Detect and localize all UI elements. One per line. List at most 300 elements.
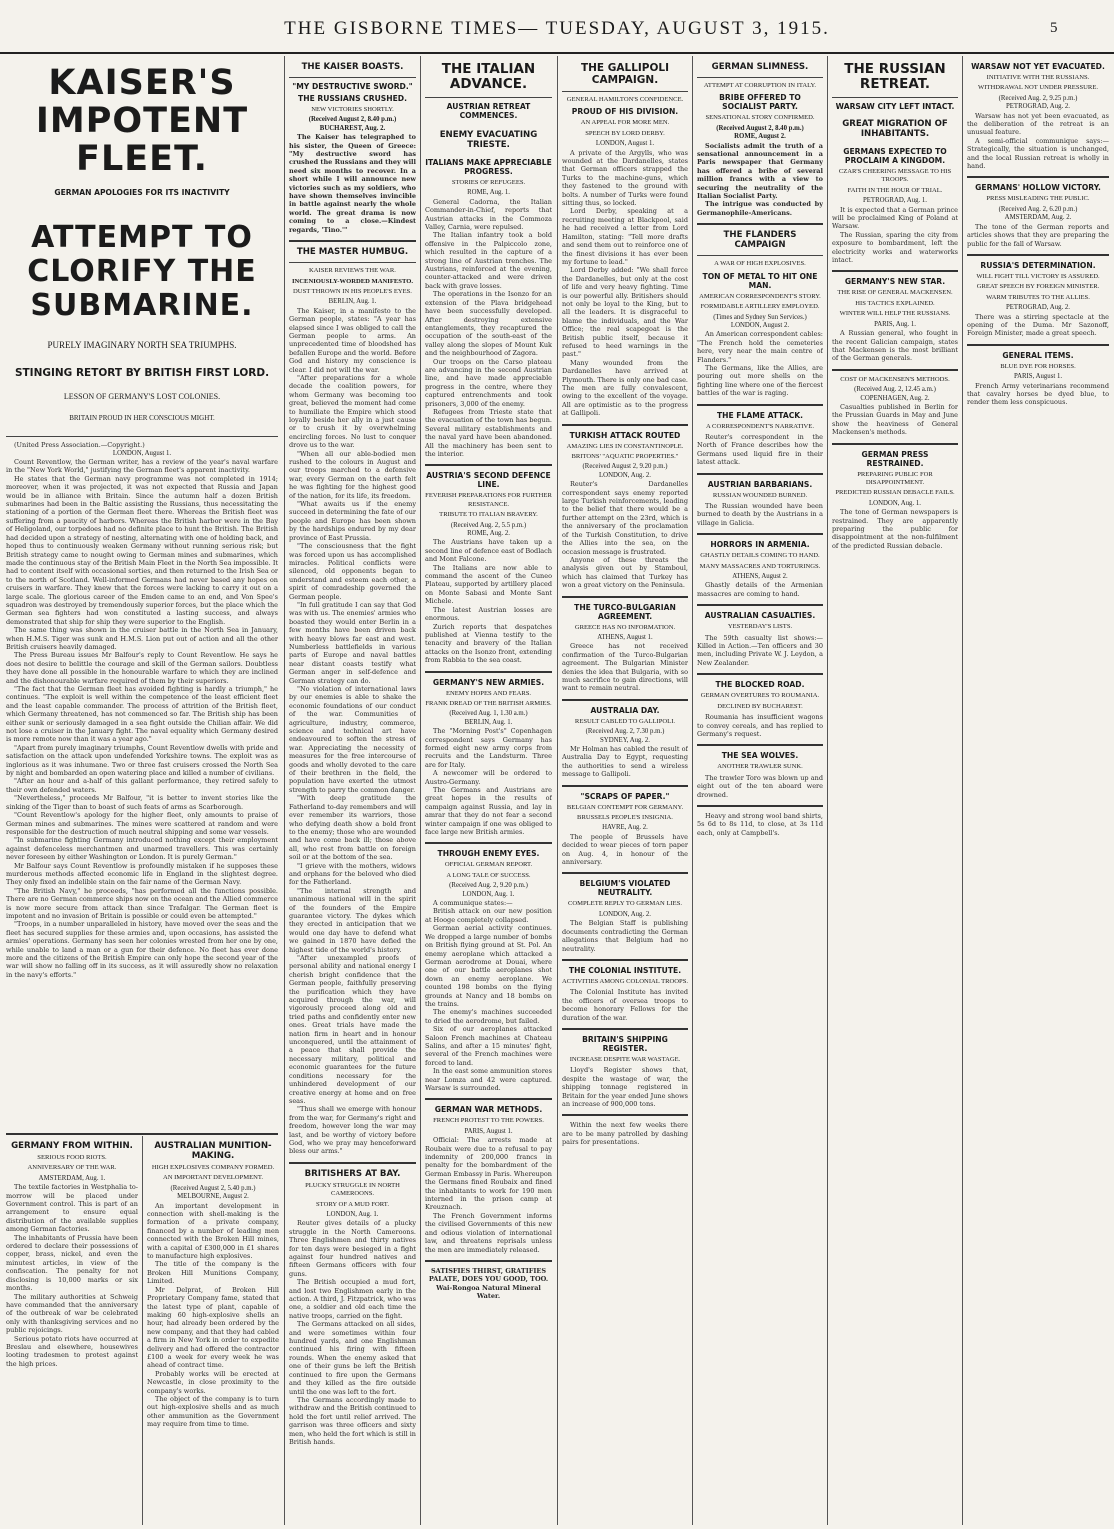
divider [832,97,958,98]
paragraph: Greece has not received confirmation of the Turco-Bulgarian agreement. The Bulgarian Minister denies the idea that Bulgaria, with so much sacrifice to gain directions, will want to remain neutral. [562,642,688,693]
paragraph: The Colonial Institute has invited the officers of oversea troops to become honorary Fellows for the duration of the war. [562,988,688,1022]
divider [697,604,823,606]
dateline: LONDON, Aug. 2. [599,910,651,918]
dateline: BERLIN, Aug. 1. [328,298,377,306]
paragraph: The title of the company is the Broken Hill Munitions Company, Limited. [147,1260,279,1286]
paragraph: The Italians are now able to command the ascent of the Cuneo Plateau, supported by artillery placed on Monte Sabasi and Monte Sant Michele. [425,563,552,606]
paragraph: "The British Navy," he proceeds, "has performed all the functions possible. There are no German commerce ships now on the ocean and the Allied commerce is now more secure from attack than since Trafalgar. The German fleet is impotent and no invasion of Britain is possible or could even be attempted." [6,886,278,920]
paragraph: The Germans, like the Allies, are pouring out more shells on the fighting line where one of the fiercest battles of the war is raging. [697,363,823,398]
subhead: A CORRESPONDENT'S NARRATIVE. [706,422,814,430]
headline: AUSTRALIAN CASUALTIES. [704,611,816,621]
subhead: PRESS MISLEADING THE PUBLIC. [986,195,1090,203]
paragraph: The same thing was shown in the cruiser battle in the North Sea in January, when H.M.S. Tiger was sunk and H.M.S. Lion put out of action and all the other British cruisers heavily damaged. [6,626,278,651]
headline: GERMANY FROM WITHIN. [11,1141,133,1151]
subhead: GENERAL HAMILTON'S CONFIDENCE. [566,96,684,103]
paragraph: The trawler Toro was blown up and eight out of the ten aboard were drowned. [697,773,823,799]
subhead: BRITONS' "AQUATIC PROPERTIES." [571,453,679,461]
headline: THE BLOCKED ROAD. [715,680,805,690]
paragraph: The Germans accordingly made to withdraw and the British continued to hold the fort until relief arrived. The garrison was three officers and sixty men, who held the fort which is still in British hands. [289,1395,416,1446]
column-3 [425,56,552,1525]
headline: GERMANY'S NEW ARMIES. [432,677,545,687]
headline: GERMAN SLIMNESS. [711,62,809,72]
paragraph: Zurich reports that despatches published at Vienna testify to the tenacity and bravery of the Italian attacks on the Isonzo front, extending from Rabbia to the sea coast. [425,622,552,665]
subhead: ENEMY HOPES AND FEARS. [445,689,532,697]
headline: THE RUSSIAN RETREAT. [844,61,946,92]
paragraph: A Russian general, who fought in the recent Galician campaign, states that Mackensen is the most brilliant of the German generals. [832,329,958,363]
headline-secondary: ATTEMPT TO CLORIFY THE SUBMARINE. [27,220,257,323]
paragraph: A communique states:— [433,899,513,908]
dateline: PETROGRAD, Aug. 2. [1005,103,1070,111]
subhead: PREPARING PUBLIC FOR DISAPPOINTMENT. [857,470,933,486]
subhead: STINGING RETORT BY BRITISH FIRST LORD. [14,367,270,380]
paragraph: The Belgian Staff is publishing documents contradicting the German allegations that Belgium had no neutrality. [562,919,688,953]
dateline: BERLIN, Aug. 1. [464,718,513,726]
paragraph: "I grieve with the mothers, widows and orphans for the beloved who died for the Fatherland. [289,861,416,887]
headline: AUSTRALIAN MUNITION-MAKING. [154,1141,272,1161]
column-6 [832,56,958,1525]
subhead: WARM TRIBUTES TO THE ALLIES. [986,293,1090,301]
credit-line: (Received Aug. 2, 7.30 p.m.) [585,728,665,736]
credit-line: (Received Aug. 2, 6.20 p.m.) [998,205,1078,213]
divider [289,240,416,242]
dateline: LONDON, August 1. [595,140,655,148]
paragraph: In the east some ammunition stores near Lomza and 42 were captured. Warsaw is surrounded. [425,1067,552,1092]
subhead: GERMAN APOLOGIES FOR ITS INACTIVITY [54,188,230,197]
paragraph: An American correspondent cables: "The French hold the cemeteries here, very near the main centre of Flanders." [697,330,823,364]
dateline: PARIS, Aug. 1. [874,320,916,328]
credit-line: (Received Aug. 2, 9.20 p.m.) [449,882,528,890]
newspaper-title: THE GISBORNE TIMES— TUESDAY, AUGUST 3, 1915. [284,18,830,39]
paragraph: Six of our aeroplanes attacked Saloon French machines at Chateau Salins, and after a 15 minutes' fight, several of the French machines were forced to land. [425,1025,552,1067]
subhead: "MY DESTRUCTIVE SWORD." [292,82,413,91]
paragraph: The 59th casualty list shows:—Killed in Action.—Ten officers and 30 men, including Private W. J. Leydon, a New Zealander. [697,633,823,667]
paragraph: The "Morning Post's" Copenhagen correspondent says Germany has formed eight new army corps from recruits and the Landsturm. Three are for Italy. [425,727,552,769]
subhead: FAITH IN THE HOUR OF TRIAL. [847,186,943,194]
paragraph: The French Government informs the civilised Governments of this new and odious violation of international law, and threatens reprisals unless the men are immediately released. [425,1211,552,1254]
dateline: LONDON, Aug. 2. [599,471,651,479]
divider [562,785,688,787]
divider [697,255,823,256]
paragraph: "Troops, in a number unparalleled in history, have moved over the seas and the fleet has secured supplies for these armies and, upon occasions, has assisted the armies' operations. Germany has seen her colonies wrested from her one by one, while unable to land a man or a gun for their defence. No fleet has ever done more and the citizens of the British Empire can only hope the second year of the war will show no falling off in its success, as it will assuredly show no relaxation in the navy's efforts." [6,920,278,979]
masthead [0,0,1114,54]
paragraph: "Thus shall we emerge with honour from the war, for Germany's right and freedom, however long the war may last, and be worthy of victory before God, who we pray may henceforward bless our arms." [289,1105,416,1156]
paragraph: A newcomer will be ordered to Austro-Germany. [425,769,552,786]
dateline: SYDNEY, Aug. 2. [600,736,650,744]
paragraph: French Army veterinarians recommend that cavalry horses be dyed blue, to render them less conspicuous. [967,381,1109,407]
headline: THE MASTER HUMBUG. [296,247,409,258]
subhead: YESTERDAY'S LISTS. [727,623,793,631]
subhead: BRUSSELS PEOPLE'S INSIGNIA. [577,814,673,822]
divider [425,97,552,98]
subhead: AUSTRIAN RETREAT COMMENCES. [446,102,531,120]
paragraph: Socialists admit the truth of a sensational announcement in a Paris newspaper that Germany has offered a bribe of several million francs with a view to securing the neutrality of the Italian Socialist Party. [697,141,823,201]
paragraph: Lord Derby, speaking at a recruiting meeting at Blackpool, said he had received a letter from Lord Hamilton, stating: "Tell more drafts and send them out to reinforce one of the finest divisions it has ever been my fortune to lead." [562,207,688,266]
subhead: MANY MASSACRES AND TORTURINGS. [699,562,821,570]
subhead: FEVERISH PREPARATIONS FOR FURTHER RESISTANCE. [425,492,552,508]
headline-main: KAISER'S IMPOTENT FLEET. [35,63,249,179]
dateline: ROME, August 2. [734,133,786,141]
paragraph: Our troops on the Carso plateau are advancing in the second Austrian line, and have made appreciable progress in the centre, where they captured entrenchments and took prisoners, 3,000 of the enemy. [425,357,552,408]
column-rule [420,56,421,1525]
headline: AUSTRALIA DAY. [590,705,660,715]
credit-line: (Received August 2, 8.40 p.m.) [308,116,397,124]
paragraph: Mr Holman has cabled the result of Australia Day to Egypt, requesting the authorities to send a wireless message to Gallipoli. [562,745,688,779]
paragraph: The Austrians have taken up a second line of defence east of Bodlach and Mont Falcone. [425,538,552,564]
headline: BELGIUM'S VIOLATED NEUTRALITY. [579,879,671,898]
paragraph: Probably works will be erected at Newcastle, in close proximity to the company's works. [147,1369,279,1395]
subhead: GREAT MIGRATION OF INHABITANTS. [842,119,948,139]
paragraph: Refugees from Trieste state that the evacuation of the town has begun. Several military establishments and the naval yard have been abandoned. All the machinery has been sent to the interior. [425,407,552,458]
credit-line: (Received Aug. 2, 12.45 a.m.) [854,386,936,394]
divider [425,842,552,844]
subhead: GERMANS EXPECTED TO PROCLAIM A KINGDOM. [843,147,947,165]
dateline: LONDON, August 1. [112,449,172,457]
divider [967,176,1109,178]
headline: THROUGH ENEMY EYES. [437,849,540,859]
subhead: A WAR OF HIGH EXPLOSIVES. [714,260,806,268]
paragraph: "What awaits us if the enemy succeed in determining the fate of our people and Europe has been shown by the hardships endured by my dear province of East Prussia. [289,500,416,542]
subhead: BRIBE OFFERED TO SOCIALIST PARTY. [719,93,801,112]
paragraph: "After an hour and a-half of this gallant performance, they retired safely to their own defended waters. [6,777,278,794]
dateline: LONDON, Aug. 1. [869,499,921,507]
headline: AUSTRIA'S SECOND DEFENCE LINE. [426,471,551,490]
paragraph: "In submarine fighting Germany introduced nothing except their employment against defenceless merchantmen and unarmed travellers. This was certainly never foreseen by either Washington or London. It is purely German." [6,836,278,862]
column-rule [557,56,558,1525]
paragraph: Lord Derby added: "We shall force the Dardanelles, but only at the cost of life and very heavy fighting. Time is our powerful ally. Britishers should not only be loyal to the King, but to all the leaders. It is disgraceful to blame the individuals, and the War Office; the real scapegoat is the British public itself, because it refused to heed warnings in the past." [562,266,688,359]
paragraph: Mr Delprat, of Broken Hill Proprietary Company fame, stated that the latest type of plant, capable of making 60 high-explosive shells an hour, had already been ordered by the new company, and that they had cabled a firm in New York in order to expedite delivery and had offered the contractor £100 a week for every week he was ahead of contract time. [147,1285,279,1370]
column-rule [284,56,285,1525]
advertisement: SATISFIES THIRST, GRATIFIES PALATE, DOES YOU GOOD, TOO. Wai-Rongoa Natural Mineral Water. [428,1266,549,1301]
divider [697,744,823,746]
headline: BRITAIN'S SHIPPING REGISTER. [582,1034,668,1053]
divider [289,77,416,78]
dateline: AMSTERDAM, Aug. 2. [1004,214,1072,222]
subhead: BLUE DYE FOR HORSES. [1000,362,1076,370]
subhead: AMERICAN CORRESPONDENT'S STORY. [699,292,821,300]
credit-line: (Received Aug. 2, 5.5 p.m.) [450,521,527,529]
divider [562,872,688,874]
subhead: COMPLETE REPLY TO GERMAN LIES. [567,900,683,908]
divider [562,1114,688,1116]
subhead: RESULT CABLED TO GALLIPOLI. [574,717,676,725]
subhead: INITIATIVE WITH THE RUSSIANS. [986,74,1090,81]
divider [697,805,823,807]
subhead: LESSON OF GERMANY'S LOST COLONIES. [63,392,221,402]
subhead: ITALIANS MAKE APPRECIABLE PROGRESS. [425,158,552,176]
subhead: INCREASE DESPITE WAR WASTAGE. [569,1055,681,1063]
subhead: ANNIVERSARY OF THE WAR. [27,1164,117,1172]
paragraph: Reuter gives details of a plucky struggle in the North Cameroons. Three Englishmen and thirty natives for ten days were besieged in a fight against four hundred natives and fifteen Germans officers with four guns. [289,1219,416,1278]
headline: WARSAW NOT YET EVACUATED. [971,62,1105,71]
paragraph: An important development in connection with shell-making is the formation of a private company, financed by a number of leading men connected with the Broken Hill mines, with a capital of £300,000 in £1 shares to manufacture high explosives. [147,1201,279,1261]
dateline: ATHENS, August 1. [597,633,653,641]
paragraph: There was a stirring spectacle at the opening of the Duma. Mr Sazonoff, Foreign Minister, made a great speech. [967,312,1109,338]
dateline: LONDON, Aug. 1. [462,890,515,898]
credit-line: (United Press Association.—Copyright.) [14,441,145,450]
divider [562,1028,688,1030]
headline: THE FLAME ATTACK. [716,410,804,420]
headline: GERMAN PRESS RESTRAINED. [861,449,929,468]
subhead: DUST THROWN IN HIS PEOPLE'S EYES. [293,287,412,295]
subhead: OFFICIAL GERMAN REPORT. [444,861,533,869]
paragraph: Reuter's Dardanelles correspondent says enemy reported large Turkish reinforcements, leading to the belief that there would be a further attempt on the 23rd, which is the anniversary of the proclamation of the Turkish Constitution, to drive the Allies into the sea, on the occasion message is frustrated. [562,480,688,556]
column-rule [142,1136,143,1525]
subhead: STORY OF A MUD FORT. [316,1200,389,1208]
paragraph: Ghastly details of the Armenian massacres are coming to hand. [697,581,823,598]
divider [832,270,958,272]
dateline: MELBOURNE, August 2. [177,1193,249,1201]
subhead: ACTIVITIES AMONG COLONIAL TROOPS. [562,977,688,985]
paragraph: "The consciousness that the fight was forced upon us has accomplished miracles. Political conflicts were silenced, old opponents began to understand and esteem each other, a spirit of comradeship governed the German people. [289,542,416,601]
credit-line: (Received August 2, 9.20 p.m.) [582,463,668,471]
divider [6,436,278,437]
divider [697,473,823,475]
paragraph: A semi-official communique says:—Strategically, the situation is unchanged, and the local Russian retreat is wholly in hand. [967,136,1109,171]
dateline: PETROGRAD, Aug. 2. [1005,304,1070,312]
subhead: GHASTLY DETAILS COMING TO HAND. [700,552,820,560]
paragraph: The Russian, sparing the city from exposure to bombardment, left the electricity works and waterworks intact. [832,230,958,265]
dateline: LONDON, August 2. [730,321,790,329]
credit-line: (Received August 2, 5.40 p.m.) [170,1184,256,1192]
paragraph: Mr Balfour says Count Reventlow is profoundly mistaken if he supposes these murderous methods affected economic life in England in the slightest degree. They only fixed an indelible stain on the fair name of the German Navy. [6,861,278,887]
paragraph: The Kaiser, in a manifesto to the German people, states: "A year has elapsed since I was obliged to call the German people to arms. An unprecedented time of bloodshed has befallen Europe and the world. Before God and history my conscience is clear. I did not will the war. [289,306,416,374]
paragraph: "The internal strength and unanimous national will in the spirit of the founders of the Empire guarantee victory. The dykes which they erected in anticipation that we would one day have to defend what we gained in 1870 have defied the highest tide of the world's history. [289,886,416,954]
divider [967,254,1109,256]
subhead: AN APPEAL FOR MORE MEN. [580,119,670,127]
headline: BRITISHERS AT BAY. [304,1168,401,1179]
subhead: NEW VICTORIES SHORTLY. [311,106,394,113]
divider [967,344,1109,346]
paragraph: The object of the company is to turn out high-explosive shells and as much other ammunition as the Government may require from time to time. [147,1394,279,1429]
paragraph: The intrigue was conducted by Germanophile-Americans. [697,200,823,217]
paragraph: General Cadorna, the Italian Commander-in-Chief, reports that Austrian attacks in the Commoza Valley, Carnia, were repulsed. [425,197,552,232]
dateline: ROME, Aug. 1. [467,189,510,197]
paragraph: The British occupied a mud fort, and lost two Englishmen early in the action. A third, J. Fitzpatrick, who was one, a soldier and old each time the native troops, carried on the fight. [289,1278,416,1320]
paragraph: "In full gratitude I can say that God was with us. The enemies' armies who boasted they would enter Berlin in a few months have been driven back with heavy blows far east and west. Numberless battlefields in various parts of Europe and naval battles near distant coasts testify what German anger in self-defence and German strategy can do. [289,600,416,685]
paragraph: "Count Reventlow's apology for the higher fleet, only amounts to praise of German mines and submarines. The mines were scattered at random and were responsible for the destruction of much neutral shipping and some war vessels. [6,811,278,836]
headline: THE GALLIPOLI CAMPAIGN. [580,62,670,86]
paragraph: The tone of German newspapers is restrained. They are apparently preparing the public for disappointment at the non-fulfilment of the predicted Russian debacle. [832,508,958,550]
headline: GENERAL ITEMS. [1002,350,1074,360]
subhead: A LONG TALE OF SUCCESS. [446,871,531,879]
dateline: PETROGRAD, Aug. 1. [862,197,927,205]
dateline: ATHENS, August 2. [732,573,788,581]
paragraph: "No violation of international laws by our enemies is able to shake the economic foundations of our conduct of the war. Communities of agriculture, industry, commerce, science and technical art have endeavoured to soften the stress of war. Appreciating the necessity of measures for the free intercourse of goods and wholly devoted to the care of their brethren in the field, the population have exerted the utmost strength to parry the common danger. [289,685,416,794]
paragraph: "After preparations for a whole decade the coalition powers, for whom Germany was becoming too great, believed the moment had come to humiliate the Empire which stood loyally beside her ally in a just cause or to crush it by overwhelming encircling forces. No lust to conquer drove us to the war. [289,373,416,450]
dateline: AMSTERDAM, Aug. 1. [38,1174,106,1182]
paragraph: Lloyd's Register shows that, despite the wastage of war, the shipping tonnage registered in Britain for the year ended June shows an increase of 900,000 tons. [562,1066,688,1108]
subhead: PREDICTED RUSSIAN DEBACLE FAILS. [835,489,955,497]
paragraph: The inhabitants of Prussia have been ordered to declare their possessions of copper, brass, nickel, and even the minutest articles, in view of the confiscation. The penalty for not disclosing is 10,000 marks or six months. [6,1233,138,1293]
subhead: CZAR'S CHEERING MESSAGE TO HIS TROOPS. [838,168,952,184]
subhead: FRANK DREAD OF THE BRITISH ARMIES. [425,699,552,707]
subhead: DECLINED BY BUCHAREST. [717,702,803,710]
paragraph: The textile factories in Westphalia to-morrow will be placed under Government control. This is part of an arrangement to ensure equal distribution of the available supplies among German factories. [6,1183,138,1234]
subhead: WINTER WILL HELP THE RUSSIANS. [839,310,951,318]
headline: THE KAISER BOASTS. [301,62,404,72]
headline: RUSSIA'S DETERMINATION. [980,260,1096,270]
headline: THE ITALIAN ADVANCE. [441,61,536,92]
subhead: AMAZING LIES IN CONSTANTINOPLE. [566,442,684,450]
subhead: THE RUSSIANS CRUSHED. [298,94,407,103]
subhead: WITHDRAWAL NOT UNDER PRESSURE. [978,84,1098,92]
dateline: LONDON, Aug. 1. [326,1210,379,1218]
paragraph: "Apart from purely imaginary triumphs, Count Reventlow dwells with pride and satisfaction on the attack upon undefended Yorkshire towns. The exploit was as inglorious as it was inhumane. Two or three fast cruisers crossed the North Sea by night and bombarded an open watering place and killed a number of civilians. [6,743,278,778]
paragraph: The Germans attacked on all sides, and were sometimes within four hundred yards, and one Englishman continued his firing with fifteen rounds. When the enemy asked that one of their guns be left the British continued to fire upon the Germans and they killed as the fire outside until the one was left to the fort. [289,1320,416,1396]
dateline: ROME, Aug. 2. [467,530,510,538]
divider [425,1260,552,1262]
divider [289,1162,416,1164]
divider [697,533,823,535]
dateline: PARIS, August 1. [464,1127,513,1135]
divider [562,424,688,426]
paragraph: The Germans and Austrians are great hopes in the results of campaign against Russia, and lay in amrar that they do not fear a second winter campaign if one was obliged to face large new British armies. [425,786,552,837]
divider [425,464,552,466]
paragraph: Official: The arrests made at Roubaix were due to a refusal to pay indemnity of 200,000 francs in penalty for the bombardment of the German Embassy in Paris. Whereupon the Germans fined Roubaix and fined the inhabitants to work for 190 men interned in the prison camp at Kreuznach. [425,1136,552,1212]
dateline: COPENHAGEN, Aug. 2. [860,394,930,402]
advertisement: Within the next few weeks there are to be many patrolled by dashing pairs for presentations. [562,1121,688,1147]
paragraph: Casualties published in Berlin for the Prussian Guards in May and June show the heaviness of General Mackensen's methods. [832,402,958,437]
column-4 [562,56,688,1525]
advertisement: Heavy and strong wool band shirts, 5s 6d to 8s 11d, to close, at 3s 11d each, only at Campbell's. [697,811,823,837]
paragraph: He states that the German navy programme was not completed in 1914; moreover, when it was projected, it was not expected that Russia and Japan would be in alliance with Britain. Since the autumn half a dozen British submarines had been in the Baltic assisting the Russians, thus necessitating the stationing of a portion of the German fleet there. Whereas the British fleet was suffering from a paucity of harbors. Whereas the British harbor were in the Bay of Heligoland, our torpedoes had no definite place to hunt the British. The British had decided upon a strategy of nesting, alternating with one of holding back, and hoped thus to continuously weaken Germany without running serious risk; but British strategy came to nought owing to German mines and submarines, which made the continuous stay of the British Main Fleet in the North Sea impossible. It had to content itself with occasional sorties, and then returned to the Irish Sea or to the north of Scotland. Well-informed Germans had never based any hopes on cruisers in warfare. They knew that the forces were lacking to carry it out on a large scale. The glorious career of the Emden came to an end, and Von Spee's squadron was destroyed by tremendously superior forces, but the place which the German sea fighters had won constituted a lasting success, and always demonstrated that ship for ship they were superior to the English. [6,474,278,626]
paragraph: Roumania has insufficient wagons to convey cereals, and has replied to Germany's request. [697,713,823,738]
divider [425,1098,552,1100]
headline: HORRORS IN ARMENIA. [710,540,810,550]
column-5 [697,56,823,1525]
subhead: RUSSIAN WOUNDED BURNED. [712,491,808,499]
paragraph: It is expected that a German prince will be proclaimed King of Poland at Warsaw. [832,205,958,231]
subhead: WILL FIGHT TILL VICTORY IS ASSURED. [976,272,1100,280]
article-munition-making [147,1138,279,1525]
subhead: GREECE HAS NO INFORMATION. [574,623,676,631]
subhead: SERIOUS FOOD RIOTS. [37,1154,107,1161]
paragraph: The Press Bureau issues Mr Balfour's reply to Count Reventlow. He says he does not desire to belittle the courage and skill of the German sailors. Doubtless they have done all possible in the honourable warfare to which they are inclined and the dishonourable warfare required of them by their superiors. [6,651,278,685]
subhead: SPEECH BY LORD DERBY. [585,129,665,137]
paragraph: "After unexampled proofs of personal ability and national energy I cherish bright confidence that the German people, faithfully preserving the purification which they have acquired through the war, will vigorously proceed along old and tried paths and confidently enter new ones. Great trials have made the nation firm in heart and in honour unconquered, until the attainment of a peace that shall provide the necessary military, political and economic guarantees for the future conditions necessary for the unhindered development of our creative energy at home and on free seas. [289,954,416,1105]
paragraph: Serious potato riots have occurred at Breslau and elsewhere, housewives looting tradesmen to protest against the high prices. [6,1334,138,1368]
paragraph: "The fact that the German fleet has avoided fighting is hardly a triumph," he continues. "The exploit is well within the competence of the least efficient fleet and the least capable commander. The process of attrition of the British fleet, which Germany threatened, has not commenced so far. The British ship has been either sunk or seriously damaged in a sea fight outside the Chilian affair. We did not lose a cruiser in the January fight. The naval equality which Germany desired is more remote now than it was a year ago." [6,685,278,744]
subhead: GERMAN OVERTURES TO ROUMANIA. [700,692,820,700]
subhead: TON OF METAL TO HIT ONE MAN. [702,271,818,290]
divider [697,673,823,675]
headline: "SCRAPS OF PAPER." [580,791,670,801]
subhead: GREAT SPEECH BY FOREIGN MINISTER. [976,283,1100,291]
headline: THE FLANDERS CAMPAIGN [723,230,797,251]
subhead: HIS TACTICS EXPLAINED. [855,299,935,307]
credit-line: (Times and Sydney Sun Services.) [713,313,807,321]
paragraph: The latest Austrian losses are enormous. [425,605,552,623]
paragraph: The Italian infantry took a bold offensive in the Palpiccolo zone, which resulted in the capture of a strong line of Austrian trenches. The Austrians, reinforced at the evening, counter-attacked and were driven back with grave losses. [425,231,552,290]
headline: THE TURCO-BULGARIAN AGREEMENT. [574,602,676,621]
divider [832,443,958,445]
subhead: INCENIOUSLY-WORDED MANIFESTO. [291,277,414,285]
paragraph: The military authorities at Schweig have commanded that the anniversary of the outbreak of war be celebrated only with thanksgiving services and no public rejoicings. [6,1292,138,1335]
paragraph: The operations in the Isonzo for an extension of the Plava bridgehead have been successfully developed. After destroying extensive entanglements, they recaptured the occupation of the south-east of the valley along the slopes of Mount Kuk and the neighbourhood of Zagora. [425,290,552,358]
paragraph: The enemy's machines succeeded to dried the aerodrome, but failed. [425,1008,552,1025]
paragraph: Reuter's correspondent in the North of France describes how the Germans used liquid fire in their latest attack. [697,432,823,467]
column-rule [962,56,963,1525]
subhead: TRIBUTE TO ITALIAN BRAVERY. [439,511,538,519]
subhead: PLUCKY STRUGGLE IN NORTH CAMEROONS. [305,1181,400,1198]
subhead: HIGH EXPLOSIVES COMPANY FORMED. [151,1164,275,1171]
headline: GERMANS' HOLLOW VICTORY. [975,183,1101,193]
subhead: COST OF MACKENSEN'S METHODS. [840,375,950,383]
subhead: BRITAIN PROUD IN HER CONSCIOUS MIGHT. [69,413,215,422]
paragraph: The Russian wounded have been burned to death by the Austrians in a village in Galicia. [697,502,823,527]
dateline: PARIS, August 1. [1013,373,1063,381]
subhead: STORIES OF REFUGEES. [451,179,526,186]
subhead: BELGIAN CONTEMPT FOR GERMANY. [566,803,684,811]
subhead: SENSATIONAL STORY CONFIRMED. [705,114,815,122]
credit-line: (Received Aug. 1, 1.30 a.m.) [449,710,528,718]
subhead: FRENCH PROTEST TO THE POWERS. [433,1117,544,1125]
column-rule [692,56,693,1525]
dateline: HAVRE, Aug. 2. [602,824,648,832]
divider [562,91,688,92]
divider [697,223,823,225]
divider [562,699,688,701]
subhead: THE RISE OF GENERAL MACKENSEN. [837,289,953,297]
paragraph: Count Reventlow, the German writer, has a review of the year's naval warfare in the "New York World," justifying the German fleet's apparent inactivity. [6,458,278,475]
article-germany-within [6,1138,138,1525]
subhead: AN IMPORTANT DEVELOPMENT. [162,1174,264,1182]
dateline: BUCHAREST, Aug. 2. [319,124,386,132]
headline: THE COLONIAL INSTITUTE. [568,965,682,975]
headline: GERMANY'S NEW STAR. [844,277,946,287]
divider [562,959,688,961]
lead-article [6,56,278,1129]
column-rule [827,56,828,1525]
paragraph: "With deep gratitude the Fatherland to-day remembers and will ever remember its warriors, those who defying death show a bold front to the enemy; those who are wounded and have come back ill; those above all, who rest from battle on foreign soil or at the bottom of the sea. [289,794,416,862]
paragraph: Anyone of these threats the analysis given out by Stamboul, which has claimed that Turkey has won a great victory on the Peninsula. [562,555,688,590]
divider [697,404,823,406]
subhead: ATTEMPT AT CORRUPTION IN ITALY. [703,82,817,89]
headline: THE SEA WOLVES. [721,751,799,761]
subhead: WARSAW CITY LEFT INTACT. [835,102,955,111]
divider [289,262,416,263]
divider [425,671,552,673]
divider [6,1133,278,1135]
paragraph: The Kaiser has telegraphed to his sister, the Queen of Greece: "My destructive sword has crushed the Russians and they will need six months to recover. In a short while I will announce new victories such as my soldiers, who have shown themselves invincible in battle against nearly the whole world. The great drama is now coming to a close.—Kindest regards, 'Tino.'" [289,133,416,234]
subhead: KAISER REVIEWS THE WAR. [309,267,396,275]
paragraph: German aerial activity continues. We dropped a large number of bombs on British flying ground at St. Pol. An enemy aeroplane which attacked a German aerodrome at Douai, where one of our battle aeroplanes shot down an enemy aeroplane. We counted 198 bombs on the flying grounds at Nancy and 18 bombs on the trains. [425,924,552,1008]
paragraph: Many wounded from the Dardanelles have arrived at Plymouth. There is only one bad case. The men are fully convalescent, owing to the excellent of the voyage. All are optimistic as to the progress at Gallipoli. [562,358,688,418]
paragraph: The people of Brussels have decided to wear pieces of torn paper on Aug. 4, in honour of the anniversary. [562,832,688,867]
headline: TURKISH ATTACK ROUTED [569,430,681,440]
subhead: PROUD OF HIS DIVISION. [571,107,679,117]
headline: GERMAN WAR METHODS. [434,1105,543,1115]
credit-line: (Received August 2, 8.40 p.m.) [716,124,804,132]
divider [832,369,958,371]
subhead: ANOTHER TRAWLER SUNK. [717,763,803,771]
column-7 [967,56,1109,1525]
credit-line: (Received Aug. 2, 9.25 p.m.) [998,94,1078,102]
divider [562,596,688,598]
paragraph: "When all our able-bodied men rushed to the colours in August and our troops marched to a defensive war, every German on the earth felt he was fighting for the highest good of the nation, for its life, its freedom. [289,449,416,500]
subhead: ENEMY EVACUATING TRIESTE. [439,130,538,150]
page-number: 5 [1050,20,1058,36]
paragraph: British attack on our new position at Hooge completely collapsed. [425,907,552,924]
column-2 [289,56,416,1525]
subhead: FORMIDABLE ARTILLERY EMPLOYED. [700,303,820,311]
paragraph: "Nevertheless," proceeds Mr Balfour, "it is better to invent stories like the sinking of the Tiger than to boast of such feats of arms as Scarborough. [6,794,278,811]
paragraph: A private of the Argylls, who was wounded at the Dardanelles, states that German officers strapped the Turks to the machine-guns, which they fastened to the ground with bolts. A number of Turks were found sitting thus, so locked. [562,148,688,208]
divider [697,77,823,78]
paragraph: Warsaw has not yet been evacuated, as the deliberation of the retreat is an unusual feature. [967,111,1109,137]
headline: AUSTRIAN BARBARIANS. [707,479,813,489]
paragraph: The tone of the German reports and articles shows that they are preparing the public for the fall of Warsaw. [967,222,1109,248]
